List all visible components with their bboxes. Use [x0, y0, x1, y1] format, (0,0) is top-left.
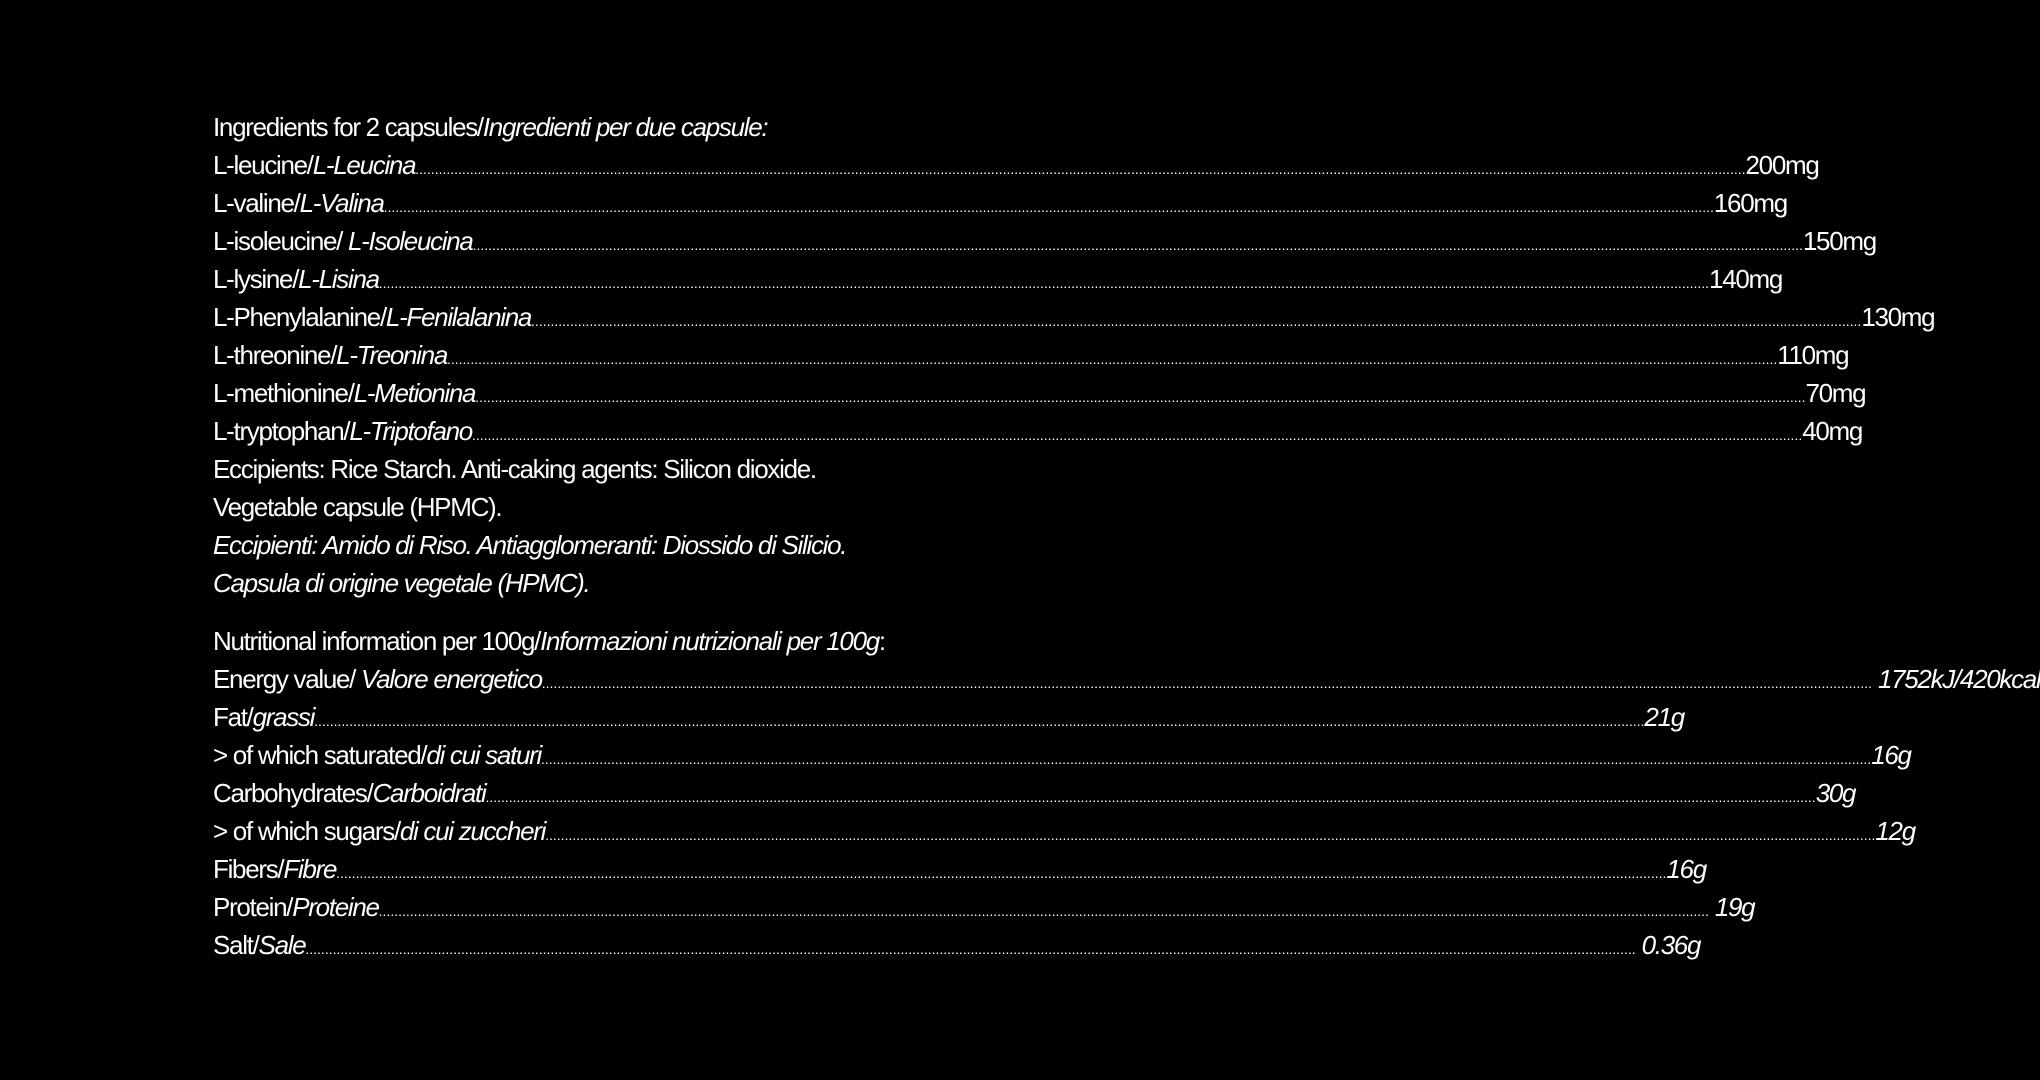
- ingredient-name-it: L-Metionina: [353, 378, 476, 408]
- dot-leader: [379, 892, 1709, 930]
- ingredient-amount: 110mg: [1777, 340, 1849, 370]
- nutrient-name-it: Proteine: [292, 892, 379, 922]
- nutrition-label-panel: [213, 108, 2040, 964]
- nutrient-amount: 21g: [1644, 702, 1684, 732]
- nutrient-amount: 19g: [1708, 892, 1755, 922]
- nutrient-name-it: Sale: [258, 930, 306, 960]
- dot-leader: [447, 340, 1777, 378]
- nutrient-amount: 0.36g: [1635, 930, 1701, 960]
- ingredient-amount: 70mg: [1805, 378, 1866, 408]
- nutrient-name-it: di cui saturi: [426, 740, 541, 770]
- dot-leader: [379, 264, 1709, 302]
- ingredient-name-it: L-Lisina: [298, 264, 379, 294]
- nutrient-amount: 16g: [1871, 740, 1911, 770]
- ingredient-name-it: L-Triptofano: [349, 416, 472, 446]
- nutrient-name-en: Protein/: [213, 892, 293, 922]
- ingredient-row: [213, 412, 1863, 450]
- ingredient-name-it: L-Fenilalanina: [385, 302, 532, 332]
- ingredient-amount: 200mg: [1745, 150, 1819, 180]
- nutrient-name-it: Valore energetico: [361, 664, 542, 694]
- eccipients-en-line-1: Eccipients: Rice Starch. Anti-caking agents: Silicon dioxide.: [213, 454, 816, 484]
- ingredient-row: [213, 146, 1819, 184]
- nutrition-heading-colon: :: [878, 626, 885, 656]
- ingredient-row: [213, 336, 1849, 374]
- dot-leader: [531, 302, 1861, 340]
- dot-leader: [475, 378, 1805, 416]
- nutrient-amount: 12g: [1875, 816, 1915, 846]
- nutrition-row: [213, 888, 1755, 926]
- dot-leader: [472, 416, 1802, 454]
- ingredient-name-en: L-methionine/: [213, 378, 354, 408]
- nutrient-amount: 1752kJ/420kcal: [1872, 664, 2040, 694]
- ingredient-row: [213, 260, 1783, 298]
- ingredient-name-it: L-Valina: [299, 188, 384, 218]
- nutrient-name-en: Salt/: [213, 930, 259, 960]
- dot-leader: [541, 740, 1871, 778]
- ingredient-row: [213, 222, 1876, 260]
- ingredient-name-en: L-lysine/: [213, 264, 299, 294]
- dot-leader: [485, 778, 1815, 816]
- nutrient-name-it: di cui zuccheri: [399, 816, 546, 846]
- ingredient-name-it: L-Treonina: [336, 340, 447, 370]
- ingredient-name-en: L-isoleucine/: [213, 226, 348, 256]
- dot-leader: [336, 854, 1666, 892]
- nutrition-heading-en: Nutritional information per 100g/: [213, 626, 541, 656]
- dot-leader: [542, 664, 1872, 702]
- dot-leader: [314, 702, 1644, 740]
- nutrition-row: [213, 698, 1684, 736]
- nutrient-name-en: Carbohydrates/: [213, 778, 373, 808]
- ingredient-name-en: L-Phenylalanine/: [213, 302, 386, 332]
- ingredient-name-en: L-leucine/: [213, 150, 313, 180]
- ingredient-amount: 140mg: [1709, 264, 1783, 294]
- nutrient-name-en: > of which sugars/: [213, 816, 400, 846]
- ingredient-name-it: L-Isoleucina: [348, 226, 473, 256]
- dot-leader: [305, 930, 1635, 968]
- ingredient-row: [213, 298, 1935, 336]
- nutrient-name-en: Energy value/: [213, 664, 362, 694]
- dot-leader: [415, 150, 1745, 188]
- nutrition-row: [213, 736, 1911, 774]
- ingredient-name-en: L-tryptophan/: [213, 416, 350, 446]
- eccipients-it-line-1: Eccipienti: Amido di Riso. Antiagglomeranti: Diossido di Silicio.: [213, 530, 847, 560]
- dot-leader: [545, 816, 1875, 854]
- eccipients-en-line-2: Vegetable capsule (HPMC).: [213, 492, 502, 522]
- ingredient-name-en: L-valine/: [213, 188, 300, 218]
- nutrient-name-it: Fibre: [283, 854, 337, 884]
- dot-leader: [473, 226, 1803, 264]
- ingredient-amount: 150mg: [1802, 226, 1876, 256]
- nutrition-row: [213, 660, 2040, 698]
- ingredients-heading: [213, 108, 861, 146]
- ingredient-row: [213, 184, 1787, 222]
- nutrient-name-en: > of which saturated/: [213, 740, 427, 770]
- nutrition-row: [213, 774, 1856, 812]
- dot-leader: [384, 188, 1714, 226]
- ingredient-amount: 40mg: [1802, 416, 1863, 446]
- nutrition-row: [213, 812, 1915, 850]
- nutrient-name-it: Carboidrati: [372, 778, 486, 808]
- nutrition-heading: [213, 622, 885, 660]
- ingredient-row: [213, 374, 1866, 412]
- ingredient-amount: 130mg: [1861, 302, 1935, 332]
- eccipients-it-line-2: Capsula di origine vegetale (HPMC).: [213, 568, 590, 598]
- nutrient-name-en: Fibers/: [213, 854, 284, 884]
- nutrition-row: [213, 850, 1706, 888]
- ingredients-heading-en: Ingredients for 2 capsules/: [213, 112, 483, 142]
- nutrient-amount: 30g: [1815, 778, 1856, 808]
- ingredient-name-it: L-Leucina: [312, 150, 416, 180]
- nutrition-heading-it: Informazioni nutrizionali per 100g: [540, 626, 879, 656]
- ingredient-name-en: L-threonine/: [213, 340, 337, 370]
- nutrient-amount: 16g: [1666, 854, 1706, 884]
- nutrient-name-en: Fat/: [213, 702, 253, 732]
- section-spacer: [213, 602, 861, 622]
- nutrient-name-it: grassi: [252, 702, 315, 732]
- ingredient-amount: 160mg: [1713, 188, 1787, 218]
- ingredients-heading-it: Ingredienti per due capsule:: [482, 112, 768, 142]
- nutrition-row: [213, 926, 1701, 964]
